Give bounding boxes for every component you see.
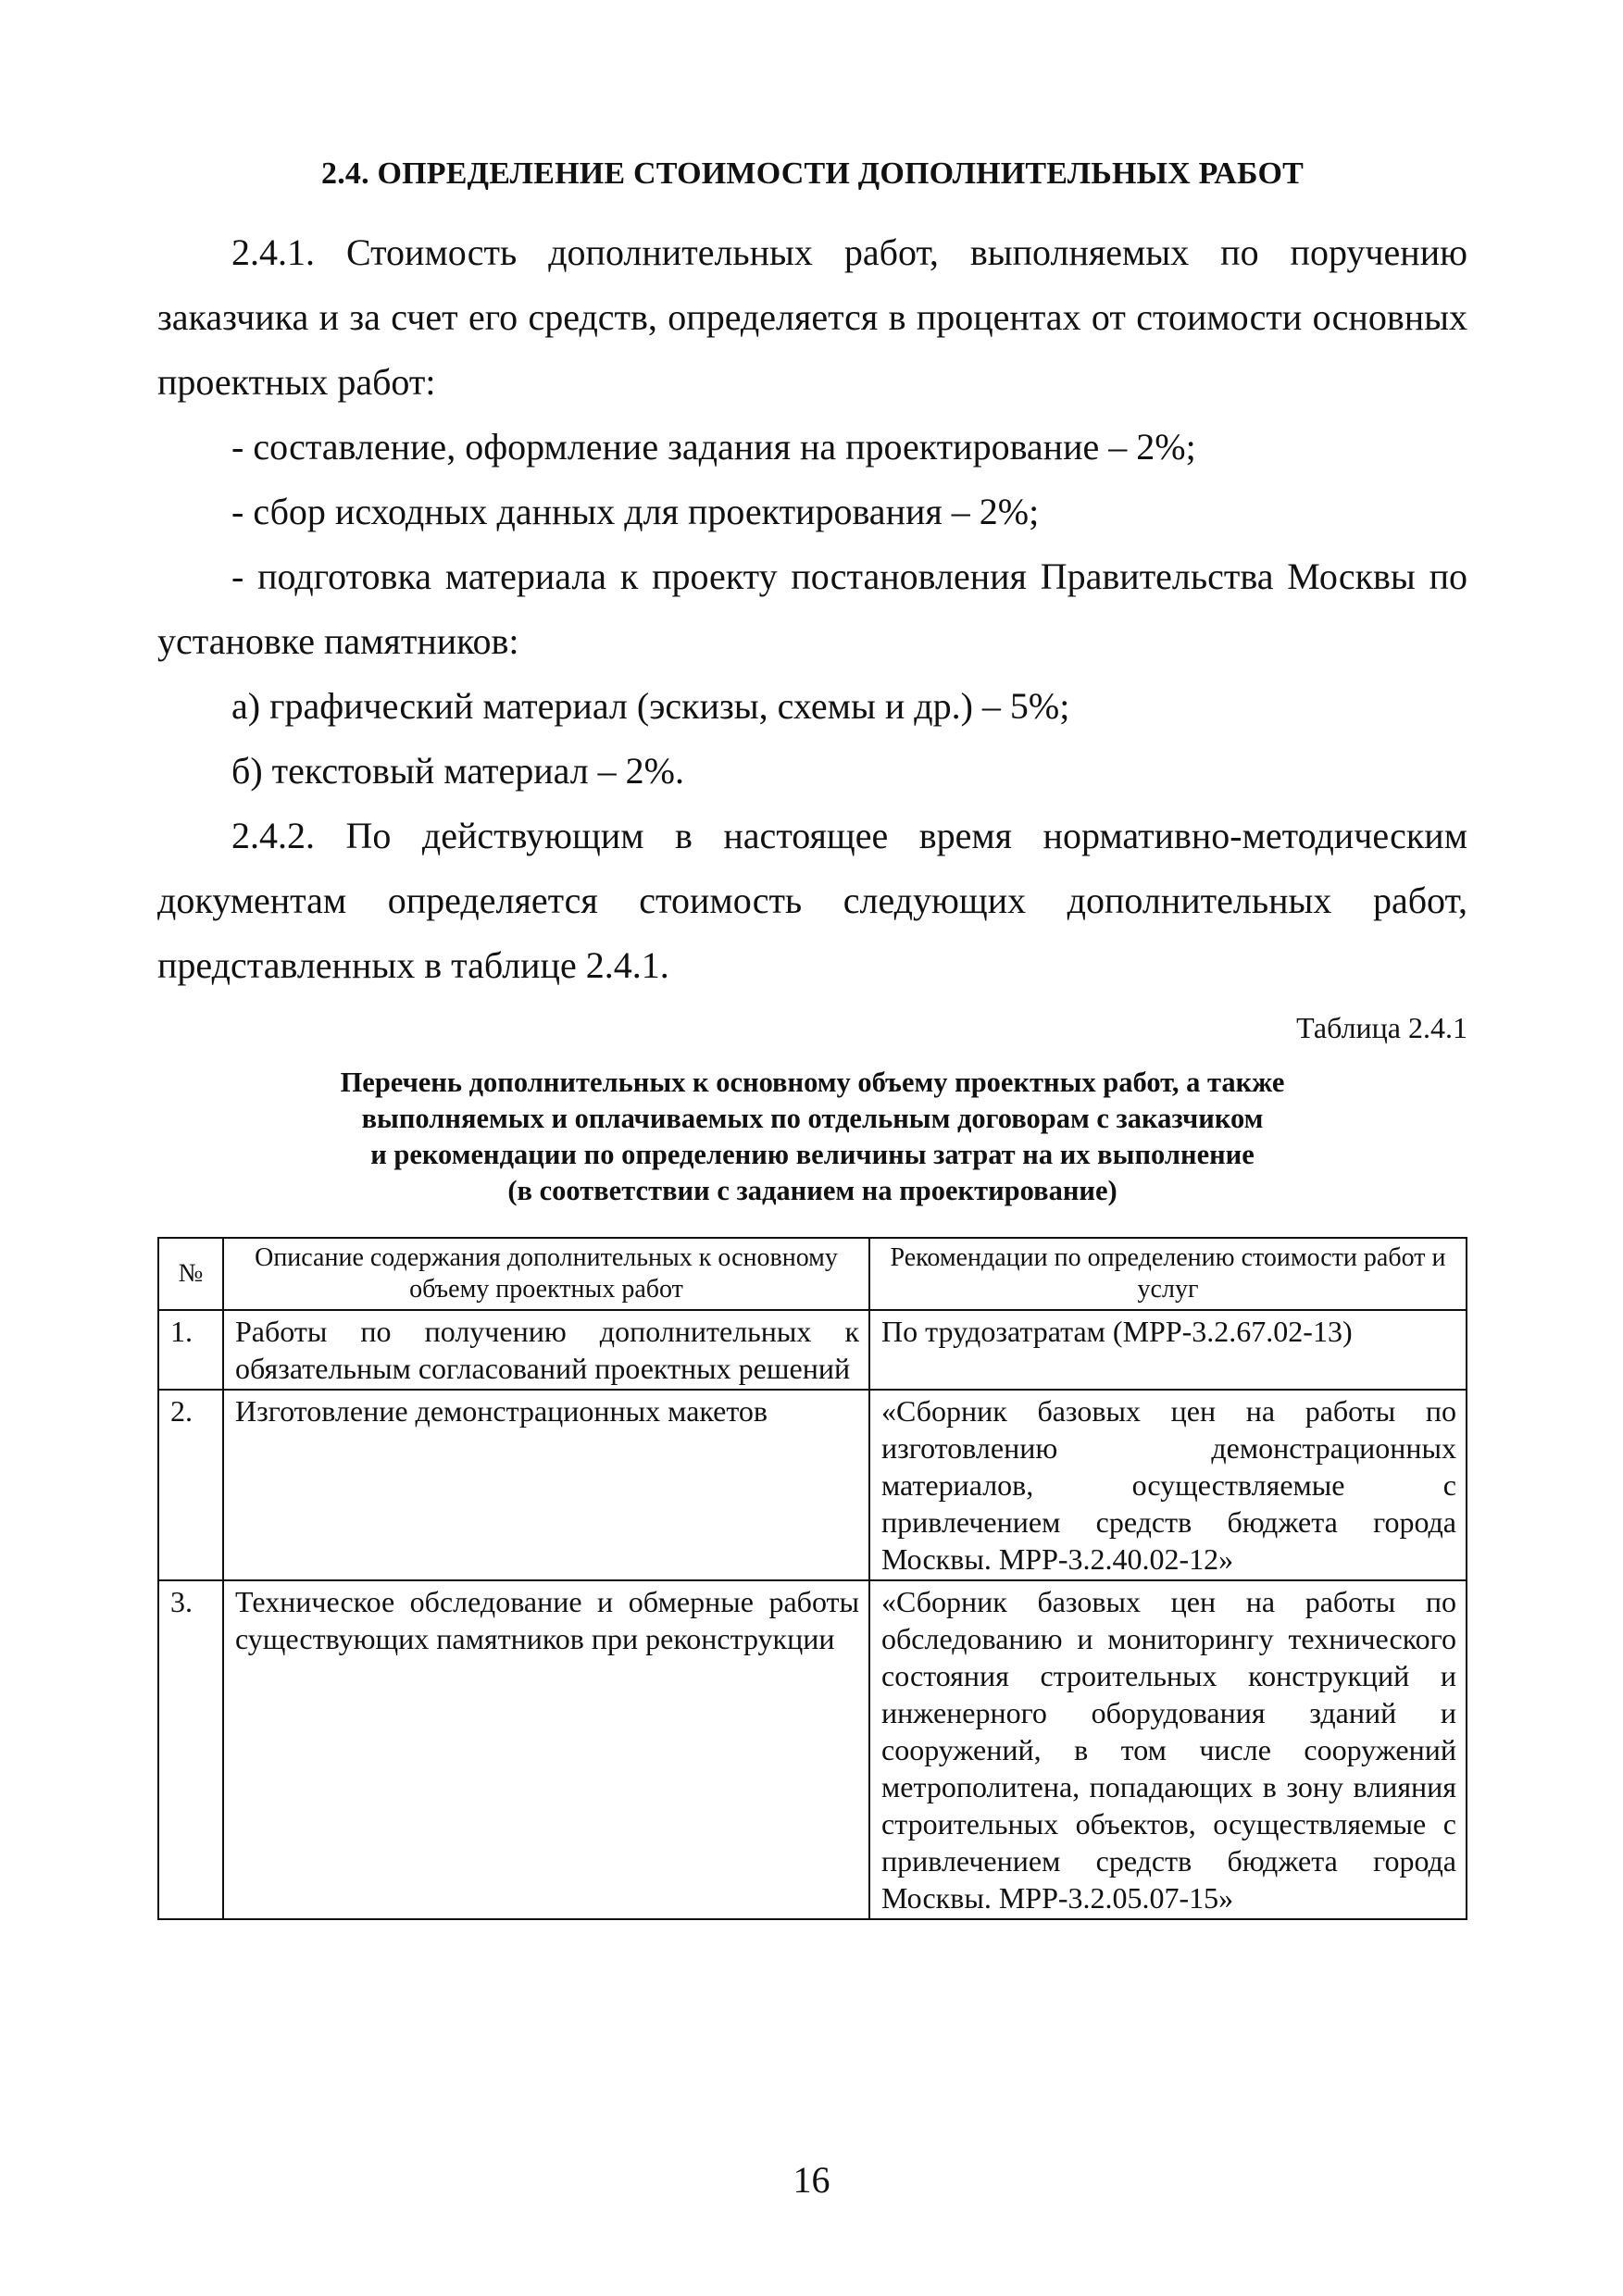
table-label: Таблица 2.4.1 (1296, 1011, 1467, 1044)
row-recommendation: По трудозатратам (МРР-3.2.67.02-13) (869, 1310, 1467, 1390)
header-recommendations: Рекомендации по определению стоимости работ и услуг (869, 1238, 1467, 1310)
row-number: 3. (158, 1580, 223, 1919)
row-number: 1. (158, 1310, 223, 1390)
caption-line: выполняемых и оплачиваемых по отдельным договорам с заказчиком (361, 1103, 1264, 1134)
caption-line: и рекомендации по определению величины затрат на их выполнение (370, 1139, 1255, 1170)
caption-line: (в соответствии с заданием на проектирование) (507, 1175, 1117, 1206)
additional-works-table (157, 1237, 1467, 1920)
row-description: Работы по получению дополнительных к обязательным согласований проектных решений (223, 1310, 869, 1390)
list-item-task: - составление, оформление задания на проектирование – 2%; (231, 426, 1196, 468)
sub-item-graphic: а) графический материал (эскизы, схемы и др.) – 5%; (231, 685, 1070, 727)
header-description: Описание содержания дополнительных к основному объему проектных работ (223, 1238, 869, 1310)
page-number: 16 (793, 2159, 830, 2201)
row-description: Техническое обследование и обмерные работы существующих памятников при реконструкции (223, 1580, 869, 1919)
paragraph-2-4-2: 2.4.2. По действующим в настоящее время нормативно-методическим документам определяется стоимость следующих дополнительных работ, представленных в таблице 2.4.1. (157, 815, 1467, 986)
list-item-source-data: - сбор исходных данных для проектирования – 2%; (231, 491, 1040, 532)
header-number: № (158, 1238, 223, 1310)
row-number: 2. (158, 1390, 223, 1580)
section-title: 2.4. ОПРЕДЕЛЕНИЕ СТОИМОСТИ ДОПОЛНИТЕЛЬНЫХ РАБОТ (321, 156, 1304, 191)
paragraph-2-4-1: 2.4.1. Стоимость дополнительных работ, выполняемых по поручению заказчика и за счет его средств, определяется в процентах от стоимости основных проектных работ: (157, 231, 1467, 403)
table-row (158, 1580, 1467, 1919)
table-header-row (158, 1238, 1467, 1310)
row-description: Изготовление демонстрационных макетов (223, 1390, 869, 1580)
caption-line: Перечень дополнительных к основному объему проектных работ, а также (340, 1067, 1285, 1098)
table-row (158, 1310, 1467, 1390)
sub-item-text: б) текстовый материал – 2%. (231, 750, 685, 792)
table-row (158, 1390, 1467, 1580)
list-item-decree-material: - подготовка материала к проекту постановления Правительства Москвы по установке памятников: (157, 555, 1467, 662)
table-caption (157, 1065, 1467, 1209)
row-recommendation: «Сборник базовых цен на работы по обследованию и мониторингу технического состояния строительных конструкций и инженерного оборудования зданий и сооружений, в том числе сооружений метрополитена, попадающих в зону влияния строительных объектов, осуществляемые с привлечением средств бюджета города Москвы. МРР-3.2.05.07-15» (869, 1580, 1467, 1919)
row-recommendation: «Сборник базовых цен на работы по изготовлению демонстрационных материалов, осуществляемые с привлечением средств бюджета города Москвы. МРР-3.2.40.02-12» (869, 1390, 1467, 1580)
body-text (157, 220, 1467, 998)
